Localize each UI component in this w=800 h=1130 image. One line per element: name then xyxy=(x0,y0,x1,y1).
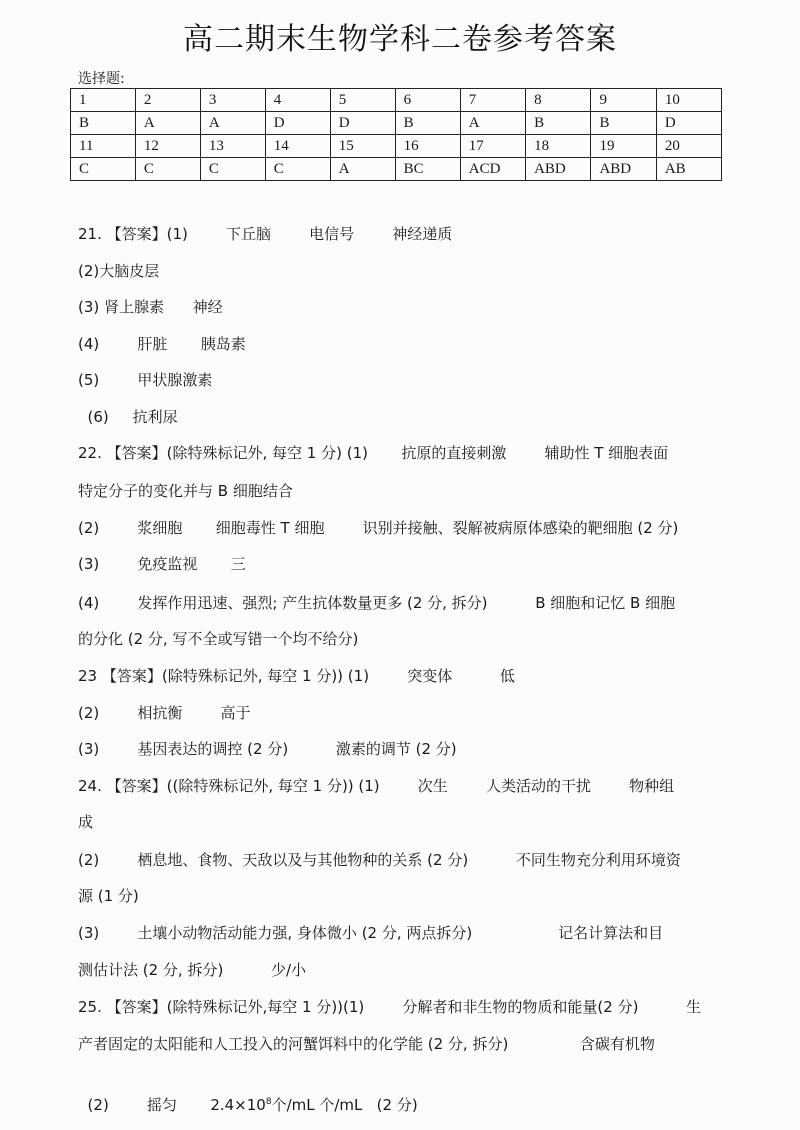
multiple-choice-answer-table xyxy=(70,88,722,181)
answer-line-25-2 xyxy=(78,1075,418,1115)
question-number-cell: 4 xyxy=(265,89,330,112)
question-number-row xyxy=(71,135,722,158)
question-number-cell: 10 xyxy=(656,89,721,112)
exponent: 8 xyxy=(265,1097,272,1107)
question-number-cell: 7 xyxy=(460,89,525,112)
question-number-cell: 6 xyxy=(395,89,460,112)
answer-line: 24. 【答案】((除特殊标记外, 每空 1 分)) (1) 次生 人类活动的干扰 物种组 xyxy=(78,777,675,795)
answer-cell: D xyxy=(656,112,721,135)
answer-line: 成 xyxy=(78,813,94,831)
question-number-cell: 14 xyxy=(265,135,330,158)
answer-cell: B xyxy=(591,112,656,135)
answer-cell: C xyxy=(71,158,136,181)
answer-cell: ACD xyxy=(460,158,525,181)
answer-line: (3) 土壤小动物活动能力强, 身体微小 (2 分, 两点拆分) 记名计算法和目 xyxy=(78,924,664,942)
answer-line: (2) 栖息地、食物、天敌以及与其他物种的关系 (2 分) 不同生物充分利用环境资 xyxy=(78,851,681,869)
answer-line: (3) 肾上腺素 神经 xyxy=(78,298,223,316)
answer-line: 特定分子的变化并与 B 细胞结合 xyxy=(78,482,293,500)
question-number-cell: 1 xyxy=(71,89,136,112)
answer-cell: D xyxy=(265,112,330,135)
answer-line: (4) 发挥作用迅速、强烈; 产生抗体数量更多 (2 分, 拆分) B 细胞和记忆 B 细胞 xyxy=(78,594,676,612)
question-number-cell: 17 xyxy=(460,135,525,158)
question-number-cell: 8 xyxy=(526,89,591,112)
answer-line-text: 个/mL 个/mL (2 分) xyxy=(271,1096,418,1114)
question-number-cell: 15 xyxy=(330,135,395,158)
answer-cell: A xyxy=(460,112,525,135)
question-number-cell: 9 xyxy=(591,89,656,112)
answer-line: (3) 免疫监视 三 xyxy=(78,555,246,573)
answer-cell: A xyxy=(200,112,265,135)
answer-cell: D xyxy=(330,112,395,135)
answer-line: 25. 【答案】(除特殊标记外,每空 1 分))(1) 分解者和非生物的物质和能量(2 分) 生 xyxy=(78,998,702,1016)
answer-line: 产者固定的太阳能和人工投入的河蟹饵料中的化学能 (2 分, 拆分) 含碳有机物 xyxy=(78,1035,655,1053)
question-number-cell: 13 xyxy=(200,135,265,158)
answer-cell: ABD xyxy=(526,158,591,181)
page-title: 高二期末生物学科二卷参考答案 xyxy=(183,22,617,57)
answer-line: (6) 抗利尿 xyxy=(78,408,178,426)
answer-cell: C xyxy=(265,158,330,181)
answer-line: (4) 肝脏 胰岛素 xyxy=(78,335,246,353)
question-number-cell: 16 xyxy=(395,135,460,158)
answer-row xyxy=(71,112,722,135)
answer-cell: B xyxy=(526,112,591,135)
question-number-cell: 12 xyxy=(135,135,200,158)
question-number-cell: 5 xyxy=(330,89,395,112)
question-number-cell: 20 xyxy=(656,135,721,158)
answer-line: (3) 基因表达的调控 (2 分) 激素的调节 (2 分) xyxy=(78,740,457,758)
answer-cell: ABD xyxy=(591,158,656,181)
answer-line: 测估计法 (2 分, 拆分) 少/小 xyxy=(78,961,307,979)
question-number-cell: 19 xyxy=(591,135,656,158)
question-number-cell: 2 xyxy=(135,89,200,112)
answer-cell: AB xyxy=(656,158,721,181)
answer-line: 22. 【答案】(除特殊标记外, 每空 1 分) (1) 抗原的直接刺激 辅助性 T 细胞表面 xyxy=(78,444,669,462)
answer-line: 21. 【答案】(1) 下丘脑 电信号 神经递质 xyxy=(78,225,453,243)
answer-line: 23 【答案】(除特殊标记外, 每空 1 分)) (1) 突变体 低 xyxy=(78,667,515,685)
answer-cell: B xyxy=(395,112,460,135)
answer-line: (2) 浆细胞 细胞毒性 T 细胞 识别并接触、裂解被病原体感染的靶细胞 (2 分) xyxy=(78,519,679,537)
answer-row xyxy=(71,158,722,181)
question-number-row xyxy=(71,89,722,112)
answer-line: (5) 甲状腺激素 xyxy=(78,371,213,389)
question-number-cell: 11 xyxy=(71,135,136,158)
answer-line: 的分化 (2 分, 写不全或写错一个均不给分) xyxy=(78,630,359,648)
answer-cell: B xyxy=(71,112,136,135)
answer-cell: BC xyxy=(395,158,460,181)
answer-cell: A xyxy=(330,158,395,181)
answer-cell: C xyxy=(200,158,265,181)
multiple-choice-label: 选择题: xyxy=(78,71,125,87)
answer-line-text: (2) 摇匀 2.4×10 xyxy=(87,1096,266,1114)
answer-line: 源 (1 分) xyxy=(78,887,139,905)
answer-cell: A xyxy=(135,112,200,135)
answer-line: (2)大脑皮层 xyxy=(78,262,160,280)
answer-cell: C xyxy=(135,158,200,181)
question-number-cell: 18 xyxy=(526,135,591,158)
answer-line: (2) 相抗衡 高于 xyxy=(78,704,251,722)
question-number-cell: 3 xyxy=(200,89,265,112)
